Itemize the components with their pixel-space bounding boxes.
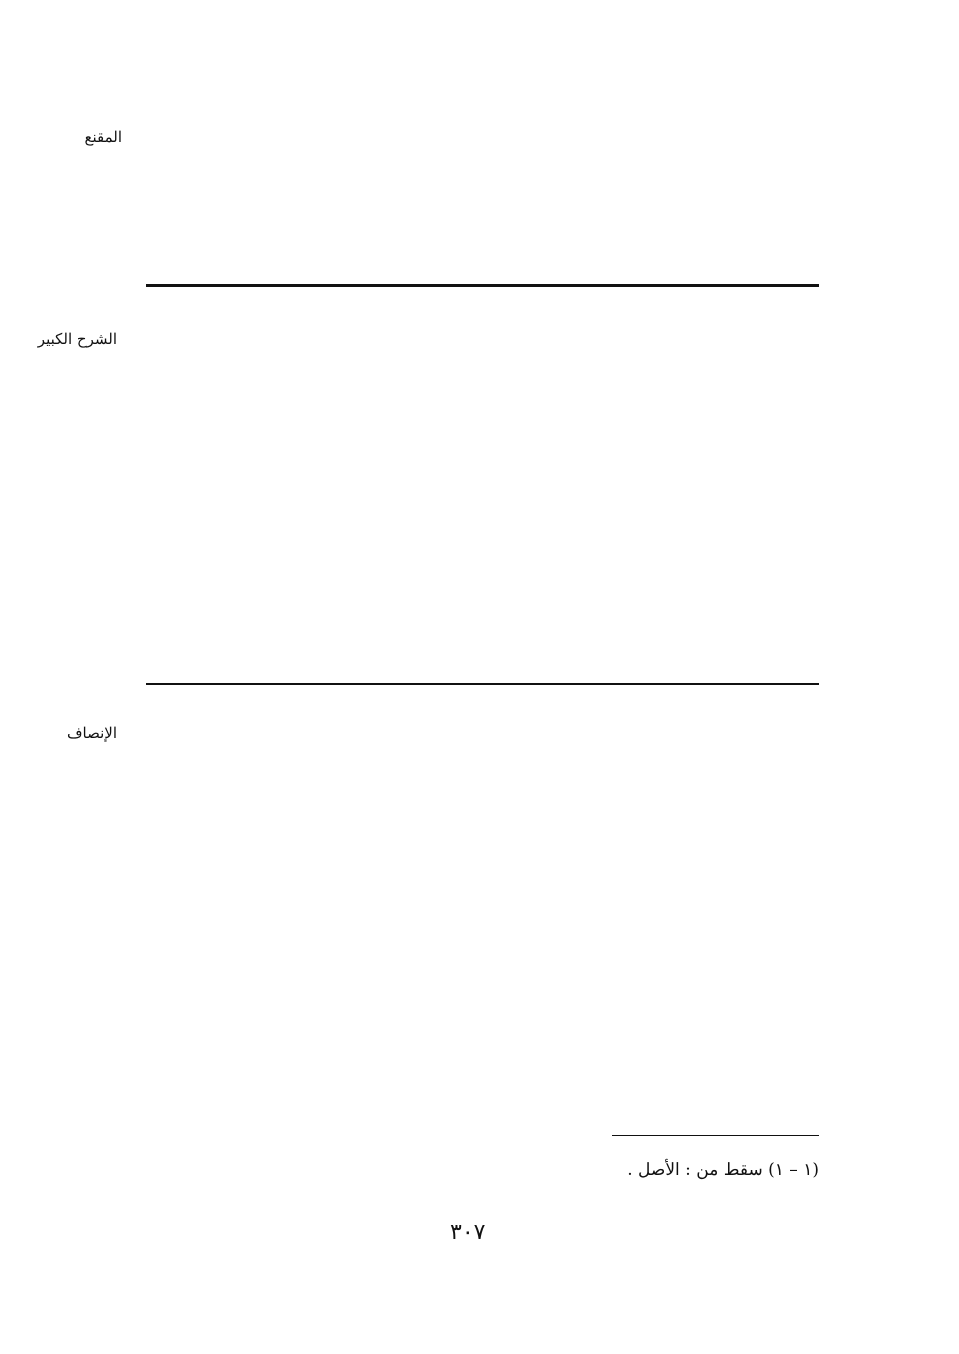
section-divider — [146, 284, 819, 287]
sharh-label: الشرح الكبير — [37, 330, 117, 348]
matn-label: المقنع — [84, 128, 122, 146]
insaf-label: الإنصاف — [66, 724, 117, 742]
footnote-divider — [612, 1135, 819, 1136]
page-number: ٣٠٧ — [450, 1220, 486, 1245]
footnote: (١ – ١) سقط من : الأصل . — [627, 1160, 819, 1180]
section-divider — [146, 683, 819, 685]
